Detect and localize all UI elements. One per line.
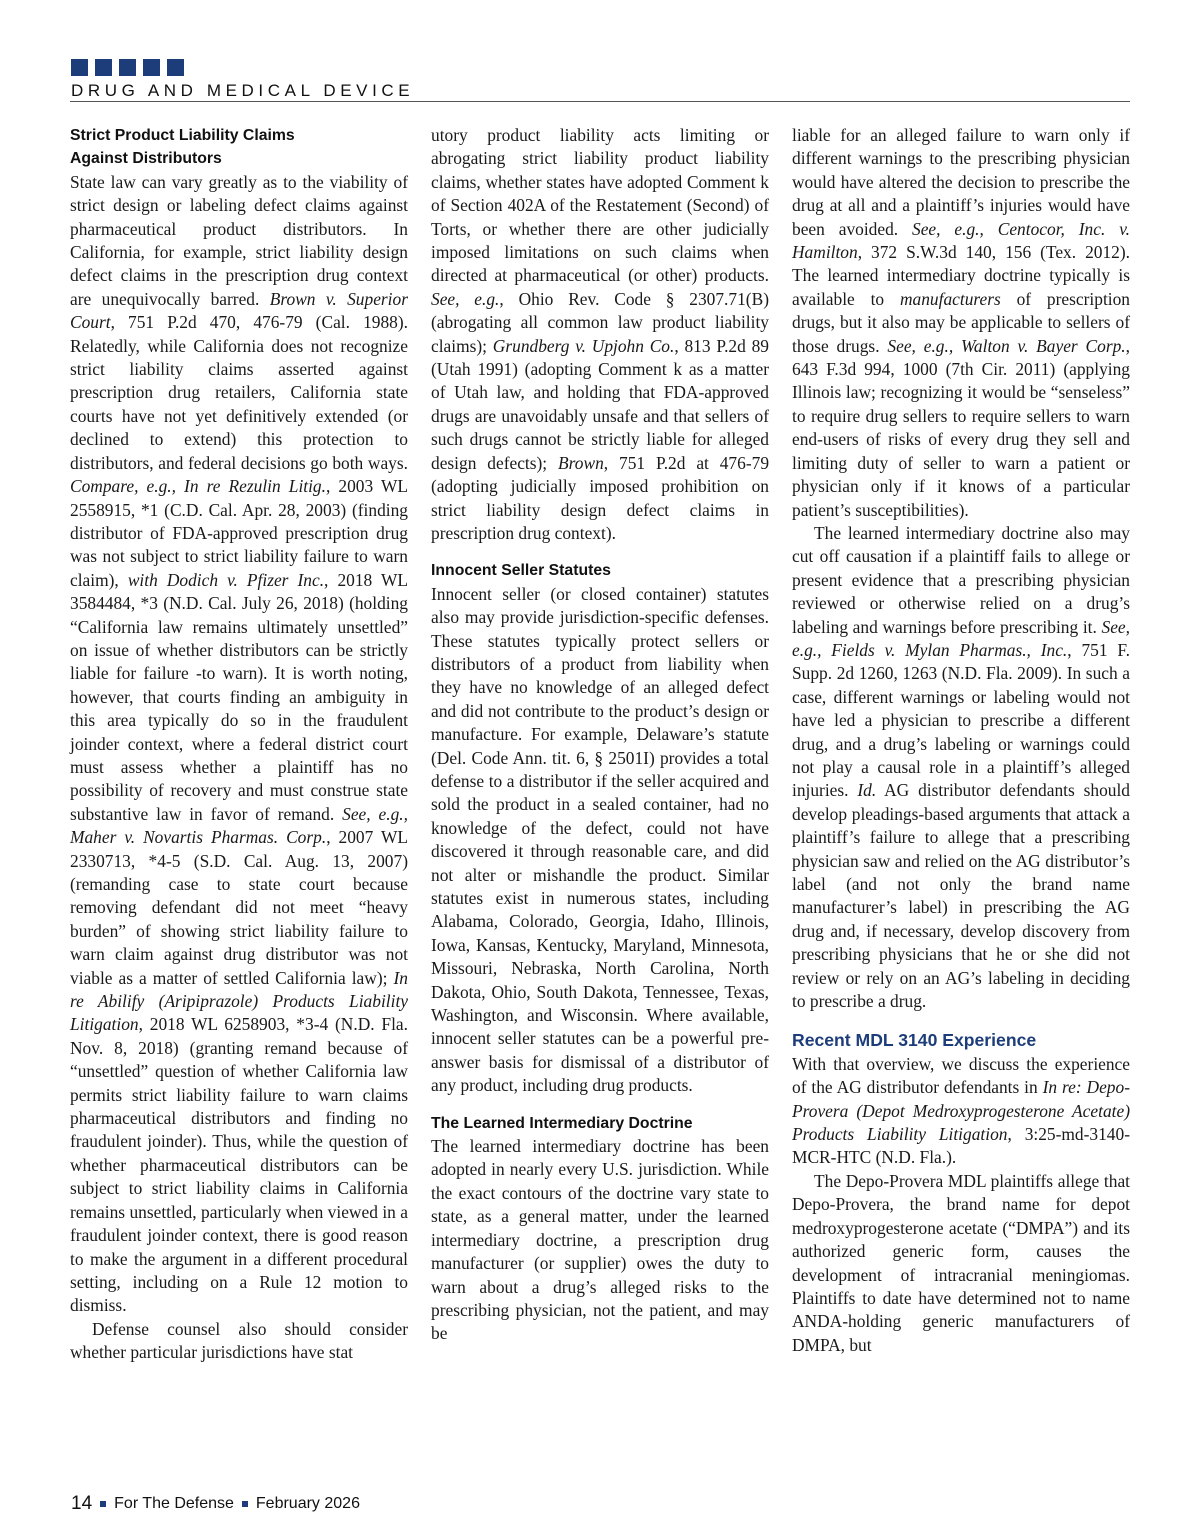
header-square bbox=[143, 59, 160, 76]
header-rule bbox=[70, 101, 1130, 102]
paragraph: State law can vary greatly as to the viability of strict design or labeling defect claims against pharmaceutical product distributors. In California, for example, strict liability design defect claims in the prescription drug context are unequivocally barred. Brown v. Superior Court, 751 P.2d 470, 476-79 (Cal. 1988). Relatedly, while California does not recognize strict liability claims asserted against prescription drug retailers, California state courts have not yet definitively extended (or declined to extend) this protection to distributors, and federal decisions go both ways. Compare, e.g., In re Rezulin Litig., 2003 WL 2558915, *1 (C.D. Cal. Apr. 28, 2003) (finding distributor of FDA-approved prescription drug was not subject to strict liability failure to warn claim), with Dodich v. Pfizer Inc., 2018 WL 3584484, *3 (N.D. Cal. July 26, 2018) (holding “California law remains ultimately unsettled” on issue of whether distributors can be strictly liable for failure -to warn). It is worth noting, however, that courts finding an ambiguity in this area typically do so in the fraudulent joinder context, where a federal district court must assess whether a plaintiff has no possibility of recovery and must construe state substantive law in favor of remand. See, e.g., Maher v. Novartis Pharmas. Corp., 2007 WL 2330713, *4-5 (S.D. Cal. Aug. 13, 2007) (remanding case to state court because removing defendant did not meet “heavy burden” of showing strict liability failure to warn claim against drug distributor was not viable as a matter of settled California law); In re Abilify (Aripiprazole) Products Liability Litigation, 2018 WL 6258903, *3-4 (N.D. Fla. Nov. 8, 2018) (granting remand because of “unsettled” question of whether California law permits strict liability failure to warn claims pharmaceutical distributors and finding no fraudulent joinder). Thus, while the question of whether pharmaceutical distributors can be subject to strict liability claims in California remains unsettled, particularly when viewed in a fraudulent joinder context, there is good reason to make the argument in a different procedural setting, including on a Rule 12 motion to dismiss. bbox=[70, 171, 408, 1316]
column-1 bbox=[70, 124, 408, 1365]
page-footer bbox=[71, 1493, 360, 1515]
issue-date: February 2026 bbox=[255, 1495, 360, 1512]
header-square bbox=[119, 59, 136, 76]
header-square bbox=[167, 59, 184, 76]
header-square bbox=[71, 59, 88, 76]
paragraph: Innocent seller (or closed container) statutes also may provide jurisdiction-specific defenses. These statutes typically protect sellers or distributors of a product from liability when they have no knowledge of an alleged defect and did not contribute to the product’s design or manufacture. For example, Delaware’s statute (Del. Code Ann. tit. 6, § 2501I) provides a total defense to a distributor if the seller acquired and sold the product in a sealed container, had no knowledge of the defect, could not have discovered it through reasonable care, and did not alter or mishandle the product. Similar statutes exist in numerous states, including Alabama, Colorado, Georgia, Idaho, Illinois, Iowa, Kansas, Kentucky, Maryland, Minnesota, Missouri, Nebraska, North Carolina, North Dakota, Ohio, South Dakota, Tennessee, Texas, Washington, and Wisconsin. Where available, innocent seller statutes can be a powerful pre-answer basis for dismissal of a distributor of any product, including drug products. bbox=[431, 583, 769, 1096]
publication-name: For The Defense bbox=[114, 1495, 234, 1512]
page-number: 14 bbox=[71, 1493, 93, 1514]
paragraph: The Depo-Provera MDL plaintiffs allege that Depo-Provera, the brand name for depot medroxyprogesterone acetate (“DMPA”) and its authorized generic form, causes the development of intracranial meningiomas. Plaintiffs to date have determined not to name ANDA-holding generic manufacturers of DMPA, but bbox=[792, 1170, 1130, 1355]
paragraph: utory product liability acts limiting or abrogating strict liability product liability claims, whether states have adopted Comment k of Section 402A of the Restatement (Second) of Torts, or whether there are other judicially imposed limitations on such claims when directed at pharmaceutical (or other) products. See, e.g., Ohio Rev. Code § 2307.71(B) (abrogating all common law product liability claims); Grundberg v. Upjohn Co., 813 P.2d 89 (Utah 1991) (adopting Comment k as a matter of Utah law, and holding that FDA-approved drugs are unavoidably unsafe and that sellers of such drugs cannot be strictly liable for alleged design defects); Brown, 751 P.2d at 476-79 (adopting judicially imposed prohibition on strict liability design defect claims in prescription drug context). bbox=[431, 125, 770, 543]
paragraph: liable for an alleged failure to warn only if different warnings to the prescribing physician would have altered the decision to prescribe the drug at all and a plaintiff’s injuries would have been avoided. See, e.g., Centocor, Inc. v. Hamilton, 372 S.W.3d 140, 156 (Tex. 2012). The learned intermediary doctrine typically is available to manufacturers of prescription drugs, but it also may be applicable to sellers of those drugs. See, e.g., Walton v. Bayer Corp., 643 F.3d 994, 1000 (7th Cir. 2011) (applying Illinois law; recognizing it would be “senseless” to require drug sellers to require sellers to warn end-users of risks of every drug they sell and limiting duty of seller to warn a patient or physician only if it knows of a particular patient’s susceptibilities). bbox=[792, 125, 1130, 520]
heading-learned-intermediary-doctrine: The Learned Intermediary Doctrine bbox=[431, 1114, 693, 1132]
paragraph: With that overview, we discuss the experience of the AG distributor defendants in In re: Depo-Provera (Depot Medroxyprogesterone Acetate) Products Liability Litigation, 3:25-md-3140-MCR-HTC (N.D. Fla.). bbox=[792, 1053, 1130, 1168]
heading-recent-mdl-experience: Recent MDL 3140 Experience bbox=[792, 1030, 1037, 1051]
paragraph: Defense counsel also should consider whether particular jurisdictions have stat bbox=[70, 1318, 408, 1363]
paragraph: The learned intermediary doctrine also may cut off causation if a plaintiff fails to allege or present evidence that a prescribing physician reviewed or otherwise relied on a drug’s labeling and warnings before prescribing it. See, e.g., Fields v. Mylan Pharmas., Inc., 751 F. Supp. 2d 1260, 1263 (N.D. Fla. 2009). In such a case, different warnings or labeling would not have led a physician to prescribe a different drug, and a drug’s labeling or warnings could not play a causal role in a plaintiff’s alleged injuries. Id. AG distributor defendants should develop pleadings-based arguments that attack a plaintiff’s failure to allege that a prescribing physician saw and relied on the AG distributor’s label (and not only the brand name manufacturer’s label) in prescribing the AG drug and, if necessary, develop discovery from prescribing physicians that he or she did not review or rely on an AG’s labeling in deciding to prescribe a drug. bbox=[792, 522, 1130, 1012]
bullet-icon bbox=[242, 1501, 248, 1507]
bullet-icon bbox=[100, 1501, 106, 1507]
section-label: DRUG AND MEDICAL DEVICE bbox=[71, 81, 415, 100]
column-2 bbox=[431, 124, 769, 1346]
header-squares bbox=[71, 59, 184, 76]
column-3 bbox=[792, 124, 1130, 1357]
heading-strict-product-liability: Strict Product Liability Claims Against Distributors bbox=[70, 127, 295, 168]
heading-innocent-seller-statutes: Innocent Seller Statutes bbox=[431, 562, 611, 580]
paragraph: The learned intermediary doctrine has been adopted in nearly every U.S. jurisdiction. While the exact contours of the doctrine vary state to state, as a general matter, under the learned intermediary doctrine, a prescription drug manufacturer (or supplier) owes the duty to warn about a drug’s alleged risks to the prescribing physician, not the patient, and may be bbox=[431, 1136, 769, 1344]
header-square bbox=[95, 59, 112, 76]
